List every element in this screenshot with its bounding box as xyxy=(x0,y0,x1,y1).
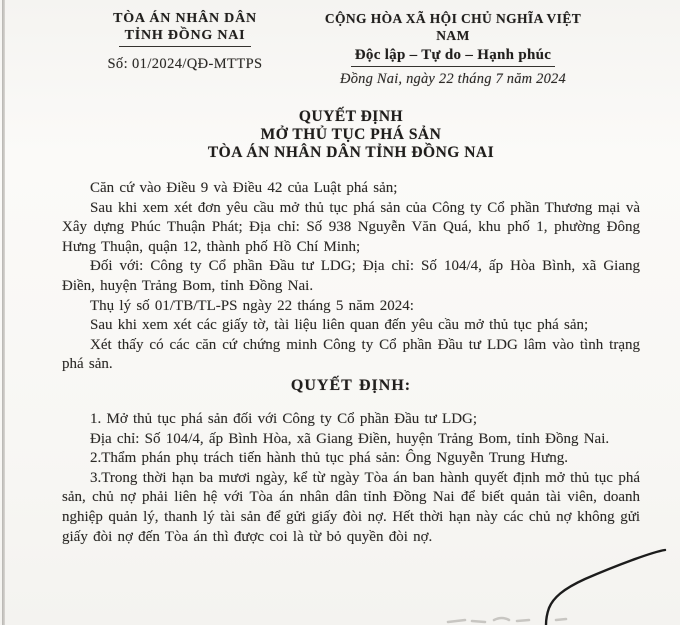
preamble-paragraph: Sau khi xem xét đơn yêu cầu mở thủ tục phá sản của Công ty Cổ phần Thương mại và Xây dựng Phúc Thuận Phát; Địa chỉ: Số 938 Nguyễn Văn Quá, khu phố 1, phường Đông Hưng Thuận, quận 12, thành phố Hồ Chí Minh; xyxy=(62,199,640,255)
articles-section xyxy=(62,410,640,547)
scan-edge-line xyxy=(2,0,5,625)
preamble-paragraph: Đối với: Công ty Cổ phần Đầu tư LDG; Địa chỉ: Số 104/4, ấp Hòa Bình, xã Giang Điền, huyện Trảng Bom, tỉnh Đồng Nai. xyxy=(62,258,640,294)
decision-heading: QUYẾT ĐỊNH: xyxy=(290,376,412,394)
article-paragraph: 3.Trong thời hạn ba mươi ngày, kể từ ngày Tòa án ban hành quyết định mở thủ tục phá sản, chủ nợ phải liên hệ với Tòa án nhân dân tỉnh Đồng Nai để biết quản tài viên, doanh nghiệp quản lý, thanh lý tài sản để gửi giấy đòi nợ. Hết thời hạn này các chủ nợ không gửi giấy đòi nợ đến Tòa án thì được coi là từ bỏ quyền đòi nợ. xyxy=(62,469,640,545)
article-paragraph: 1. Mở thủ tục phá sản đối với Công ty Cổ phần Đầu tư LDG; xyxy=(90,410,478,427)
preamble-paragraph: Xét thấy có các căn cứ chứng minh Công ty Cổ phần Đầu tư LDG lâm vào tình trạng phá sản. xyxy=(62,336,640,373)
preamble-section xyxy=(62,179,640,375)
preamble-paragraph: Sau khi xem xét các giấy tờ, tài liệu liên quan đến yêu cầu mở thủ tục phá sản; xyxy=(90,317,589,334)
national-header-block xyxy=(308,10,598,88)
article-paragraph: 2.Thẩm phán phụ trách tiến hành thủ tục phá sản: Ông Nguyễn Trung Hưng. xyxy=(90,450,568,467)
national-motto: Độc lập – Tự do – Hạnh phúc xyxy=(351,47,555,67)
national-title: CỘNG HÒA XÃ HỘI CHỦ NGHĨA VIỆT NAM xyxy=(324,11,582,43)
province-name: TỈNH ĐỒNG NAI xyxy=(119,27,252,47)
court-name: TÒA ÁN NHÂN DÂN xyxy=(113,11,257,26)
cut-off-text-smudge xyxy=(448,618,566,622)
title-line-decision: QUYẾT ĐỊNH xyxy=(298,108,404,125)
document-header xyxy=(0,10,680,88)
title-line-subject: MỞ THỦ TỤC PHÁ SẢN xyxy=(260,126,442,143)
preamble-paragraph: Thụ lý số 01/TB/TL-PS ngày 22 tháng 5 năm 2024: xyxy=(90,297,414,314)
document-title xyxy=(0,108,680,162)
document-body xyxy=(0,179,680,547)
pen-stroke-mark xyxy=(546,550,665,625)
preamble-paragraph: Căn cứ vào Điều 9 và Điều 42 của Luật phá sản; xyxy=(90,180,398,196)
title-line-authority: TÒA ÁN NHÂN DÂN TỈNH ĐỒNG NAI xyxy=(207,144,495,161)
issuing-court-block xyxy=(70,10,300,73)
province-name-line xyxy=(70,27,300,47)
article-paragraph: Địa chỉ: Số 104/4, ấp Bình Hòa, xã Giang Điền, huyện Trảng Bom, tỉnh Đồng Nai. xyxy=(90,430,610,447)
place-date-line: Đồng Nai, ngày 22 tháng 7 năm 2024 xyxy=(340,71,566,87)
document-number: Số: 01/2024/QĐ-MTTPS xyxy=(107,56,263,72)
national-motto-line xyxy=(308,46,598,67)
